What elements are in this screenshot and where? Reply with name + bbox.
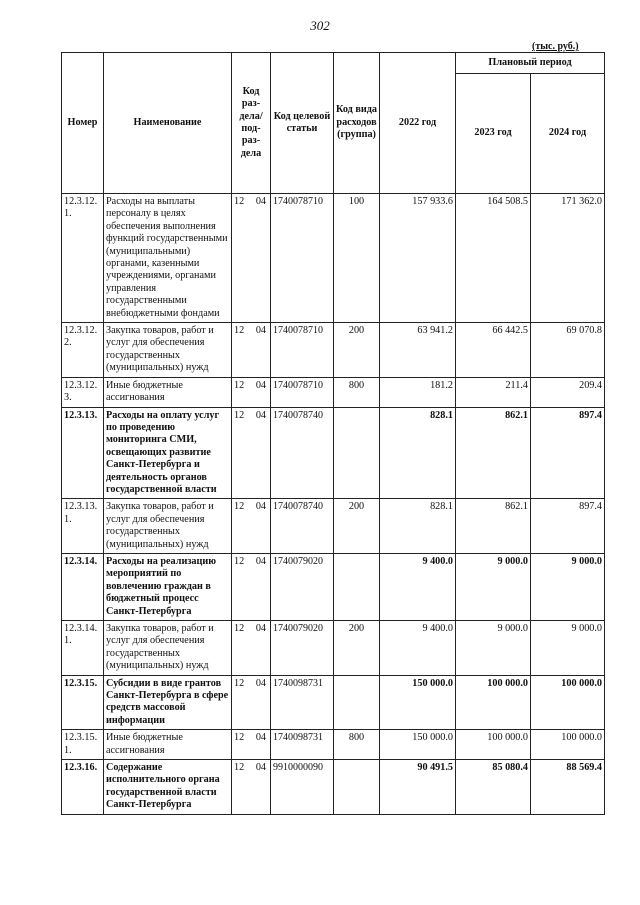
row-value-2023: 862.1 (456, 407, 531, 499)
row-value-2024: 88 569.4 (531, 760, 605, 815)
row-value-2022: 90 491.5 (380, 760, 456, 815)
row-target-code: 1740078710 (271, 194, 334, 323)
row-target-code: 1740078710 (271, 377, 334, 407)
row-name: Закупка товаров, работ и услуг для обеспечения государственных (муниципальных) нужд (104, 621, 232, 676)
header-target: Код целевой статьи (271, 53, 334, 194)
row-number: 12.3.13.1. (62, 499, 104, 554)
table-row (62, 194, 605, 323)
row-section (232, 675, 271, 730)
row-section-code: 12 (234, 555, 245, 567)
row-value-2022: 9 400.0 (380, 621, 456, 676)
row-target-code: 1740078740 (271, 407, 334, 499)
row-name: Субсидии в виде грантов Санкт-Петербурга в сфере средств массовой информации (104, 675, 232, 730)
row-value-2022: 150 000.0 (380, 730, 456, 760)
row-expense-type (334, 760, 380, 815)
row-value-2023: 211.4 (456, 377, 531, 407)
row-name: Расходы на выплаты персоналу в целях обеспечения выполнения функций государственными (муниципальными) органами, казенными учреждениями, органами управления государственными внебюджетными фондами (104, 194, 232, 323)
row-name: Иные бюджетные ассигнования (104, 730, 232, 760)
row-value-2024: 209.4 (531, 377, 605, 407)
table-row (62, 323, 605, 378)
row-name: Содержание исполнительного органа государственной власти Санкт-Петербурга (104, 760, 232, 815)
row-section (232, 377, 271, 407)
header-name: Наименование (104, 53, 232, 194)
units-note: (тыс. руб.) (532, 41, 579, 52)
row-number: 12.3.12.1. (62, 194, 104, 323)
row-value-2022: 9 400.0 (380, 553, 456, 620)
row-value-2024: 100 000.0 (531, 730, 605, 760)
table-row (62, 553, 605, 620)
row-value-2024: 100 000.0 (531, 675, 605, 730)
row-value-2024: 171 362.0 (531, 194, 605, 323)
row-subsection-code: 04 (255, 677, 266, 689)
row-section (232, 323, 271, 378)
row-section-code: 12 (234, 379, 245, 391)
row-target-code: 1740098731 (271, 730, 334, 760)
row-value-2023: 9 000.0 (456, 621, 531, 676)
table-row (62, 760, 605, 815)
row-section (232, 730, 271, 760)
row-value-2022: 157 933.6 (380, 194, 456, 323)
row-name: Закупка товаров, работ и услуг для обеспечения государственных (муниципальных) нужд (104, 499, 232, 554)
row-section-code: 12 (234, 325, 245, 337)
row-number: 12.3.15. (62, 675, 104, 730)
row-expense-type: 800 (334, 377, 380, 407)
table-row (62, 730, 605, 760)
row-value-2024: 897.4 (531, 499, 605, 554)
row-target-code: 9910000090 (271, 760, 334, 815)
header-2024: 2024 год (531, 74, 605, 194)
budget-table (61, 52, 605, 815)
row-section (232, 553, 271, 620)
row-name: Иные бюджетные ассигнования (104, 377, 232, 407)
row-target-code: 1740079020 (271, 621, 334, 676)
row-value-2022: 828.1 (380, 407, 456, 499)
header-expense-type: Код вида расходов (группа) (334, 53, 380, 194)
row-expense-type: 200 (334, 323, 380, 378)
row-section-code: 12 (234, 677, 245, 689)
row-section (232, 499, 271, 554)
row-subsection-code: 04 (255, 762, 266, 774)
row-expense-type (334, 675, 380, 730)
row-value-2024: 897.4 (531, 407, 605, 499)
header-2023: 2023 год (456, 74, 531, 194)
row-subsection-code: 04 (255, 325, 266, 337)
row-section (232, 407, 271, 499)
row-target-code: 1740078740 (271, 499, 334, 554)
header-number: Номер (62, 53, 104, 194)
header-2022: 2022 год (380, 53, 456, 194)
row-subsection-code: 04 (255, 196, 266, 207)
table-row (62, 407, 605, 499)
row-number: 12.3.12.3. (62, 377, 104, 407)
row-expense-type: 200 (334, 499, 380, 554)
row-subsection-code: 04 (255, 623, 266, 634)
row-expense-type (334, 553, 380, 620)
row-number: 12.3.13. (62, 407, 104, 499)
row-value-2023: 100 000.0 (456, 675, 531, 730)
row-value-2023: 85 080.4 (456, 760, 531, 815)
row-section (232, 621, 271, 676)
row-subsection-code: 04 (255, 409, 266, 421)
row-target-code: 1740078710 (271, 323, 334, 378)
row-number: 12.3.12.2. (62, 323, 104, 378)
row-section-code: 12 (234, 762, 245, 774)
row-target-code: 1740079020 (271, 553, 334, 620)
row-section-code: 12 (234, 732, 245, 744)
row-subsection-code: 04 (255, 501, 266, 513)
row-number: 12.3.14.1. (62, 621, 104, 676)
row-expense-type: 100 (334, 194, 380, 323)
page-number: 302 (310, 18, 330, 33)
row-section (232, 760, 271, 815)
table-row (62, 377, 605, 407)
row-expense-type: 200 (334, 621, 380, 676)
row-section (232, 194, 271, 323)
row-target-code: 1740098731 (271, 675, 334, 730)
row-expense-type: 800 (334, 730, 380, 760)
row-name: Расходы на оплату услуг по проведению мониторинга СМИ, освещающих развитие Санкт-Петербурга и деятельность органов государственной власти (104, 407, 232, 499)
row-value-2023: 9 000.0 (456, 553, 531, 620)
row-value-2022: 828.1 (380, 499, 456, 554)
row-value-2023: 164 508.5 (456, 194, 531, 323)
row-subsection-code: 04 (255, 732, 266, 744)
row-value-2022: 181.2 (380, 377, 456, 407)
row-value-2023: 66 442.5 (456, 323, 531, 378)
row-value-2023: 100 000.0 (456, 730, 531, 760)
row-name: Расходы на реализацию мероприятий по вовлечению граждан в бюджетный процесс Санкт-Петербурга (104, 553, 232, 620)
row-section-code: 12 (234, 196, 245, 207)
row-value-2022: 150 000.0 (380, 675, 456, 730)
row-section-code: 12 (234, 623, 245, 634)
row-section-code: 12 (234, 501, 245, 513)
table-row (62, 621, 605, 676)
row-value-2024: 69 070.8 (531, 323, 605, 378)
table-row (62, 499, 605, 554)
table-row (62, 675, 605, 730)
row-name: Закупка товаров, работ и услуг для обеспечения государственных (муниципальных) нужд (104, 323, 232, 378)
row-value-2022: 63 941.2 (380, 323, 456, 378)
row-number: 12.3.14. (62, 553, 104, 620)
row-value-2024: 9 000.0 (531, 553, 605, 620)
row-section-code: 12 (234, 409, 245, 421)
row-value-2024: 9 000.0 (531, 621, 605, 676)
row-subsection-code: 04 (255, 555, 266, 567)
header-planned-period: Плановый период (456, 53, 605, 74)
row-number: 12.3.16. (62, 760, 104, 815)
row-expense-type (334, 407, 380, 499)
row-subsection-code: 04 (255, 379, 266, 391)
row-value-2023: 862.1 (456, 499, 531, 554)
header-section: Код раз-дела/ под-раз-дела (232, 53, 271, 194)
row-number: 12.3.15.1. (62, 730, 104, 760)
